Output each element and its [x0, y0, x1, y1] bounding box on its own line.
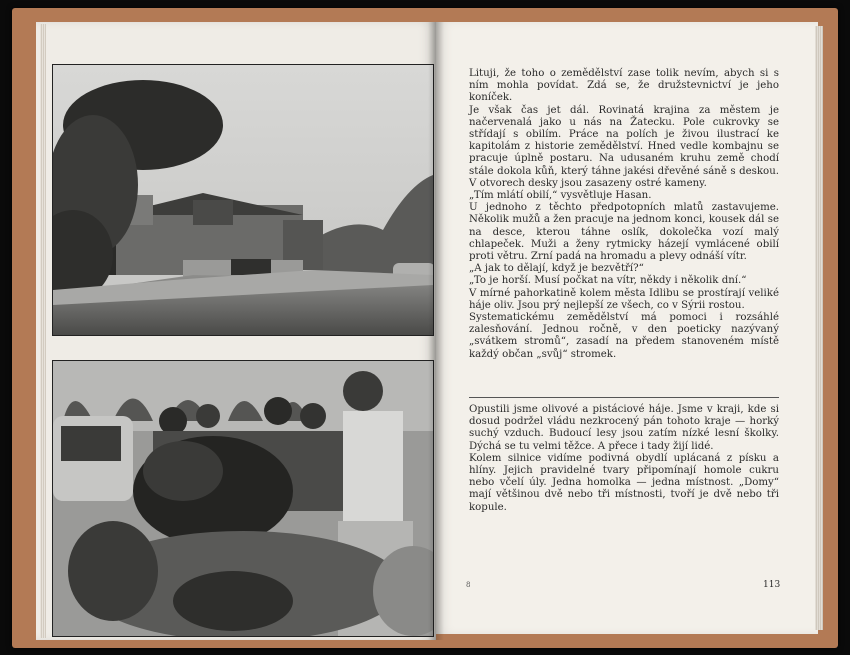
- right-page-edges: [815, 26, 823, 630]
- paragraph: Systematickému zemědělství má pomoci i rozsáhlé zalesňování. Jednou ročně, v den poeticky nazývaný „svátkem stromů“, zasadí na předem stanoveném místě každý občan „svůj“ stromek.: [469, 312, 779, 360]
- paragraph: Opustili jsme olivové a pistáciové háje. Jsme v kraji, kde si dosud podržel vládu nezkrocený pán tohoto kraje — horký suchý vzduch. Budoucí lesy jsou zatím nízké lesní školky. Dýchá se tu velmi těžce. A přece i tady žijí lidé.: [469, 404, 779, 452]
- paragraph: Je však čas jet dál. Rovinatá krajina za městem je načervenalá jako u nás na Žatecku. Pole cukrovky se střídají s obilím. Práce na polích je živou ilustrací ke kapitolám z historie zemědělství. Hned vedle kombajnu se pracuje úplně postaru. Na udusaném kruhu země chodí stále dokola kůň, který táhne jakési dřevěné sáně s deskou. V otvorech desky jsou zasazeny ostré kameny.: [469, 104, 779, 189]
- signature-mark: 8: [466, 581, 471, 589]
- photo-market-scene: [52, 360, 434, 637]
- section-divider: [469, 397, 779, 398]
- paragraph: Lituji, že toho o zemědělství zase tolik nevím, abych si s ním mohla povídat. Zdá se, že družstevnictví je jeho koníček.: [469, 68, 779, 104]
- page-number: 113: [763, 580, 781, 590]
- spine-shadow: [428, 22, 444, 640]
- paragraph: U jednoho z těchto předpotopních mlatů zastavujeme. Několik mužů a žen pracuje na jednom konci, kousek dál se na desce, kterou táhne oslík, dokolečka vozí malý chlapeček. Muži a ženy rytmicky házejí vymlácené obilí proti větru. Zrní padá na hromadu a plevy odnáší vítr.: [469, 202, 779, 263]
- text-section-1: [469, 68, 779, 361]
- paragraph: V mírné pahorkatině kolem města Idlibu se prostírají veliké háje oliv. Jsou prý nejlepší ze všech, co v Sýrii rostou.: [469, 287, 779, 311]
- paragraph: Kolem silnice vidíme podivná obydlí uplácaná z písku a hlíny. Jejich pravidelné tvary připomínají homole cukru nebo včelí úly. Jedna homolka — jedna místnost. „Domy“ mají většinou dvě nebo tři místnosti, tvoří je dvě nebo tři kopule.: [469, 452, 779, 513]
- text-section-2: [469, 404, 779, 514]
- paragraph: „To je horší. Musí počkat na vítr, někdy i několik dní.“: [469, 275, 747, 287]
- paragraph: „A jak to dělají, když je bezvětří?“: [469, 263, 644, 275]
- photo-street-scene: [52, 64, 434, 336]
- paragraph: „Tím mlátí obilí,“ vysvětluje Hasan.: [469, 190, 652, 202]
- left-page-edges: [40, 24, 46, 638]
